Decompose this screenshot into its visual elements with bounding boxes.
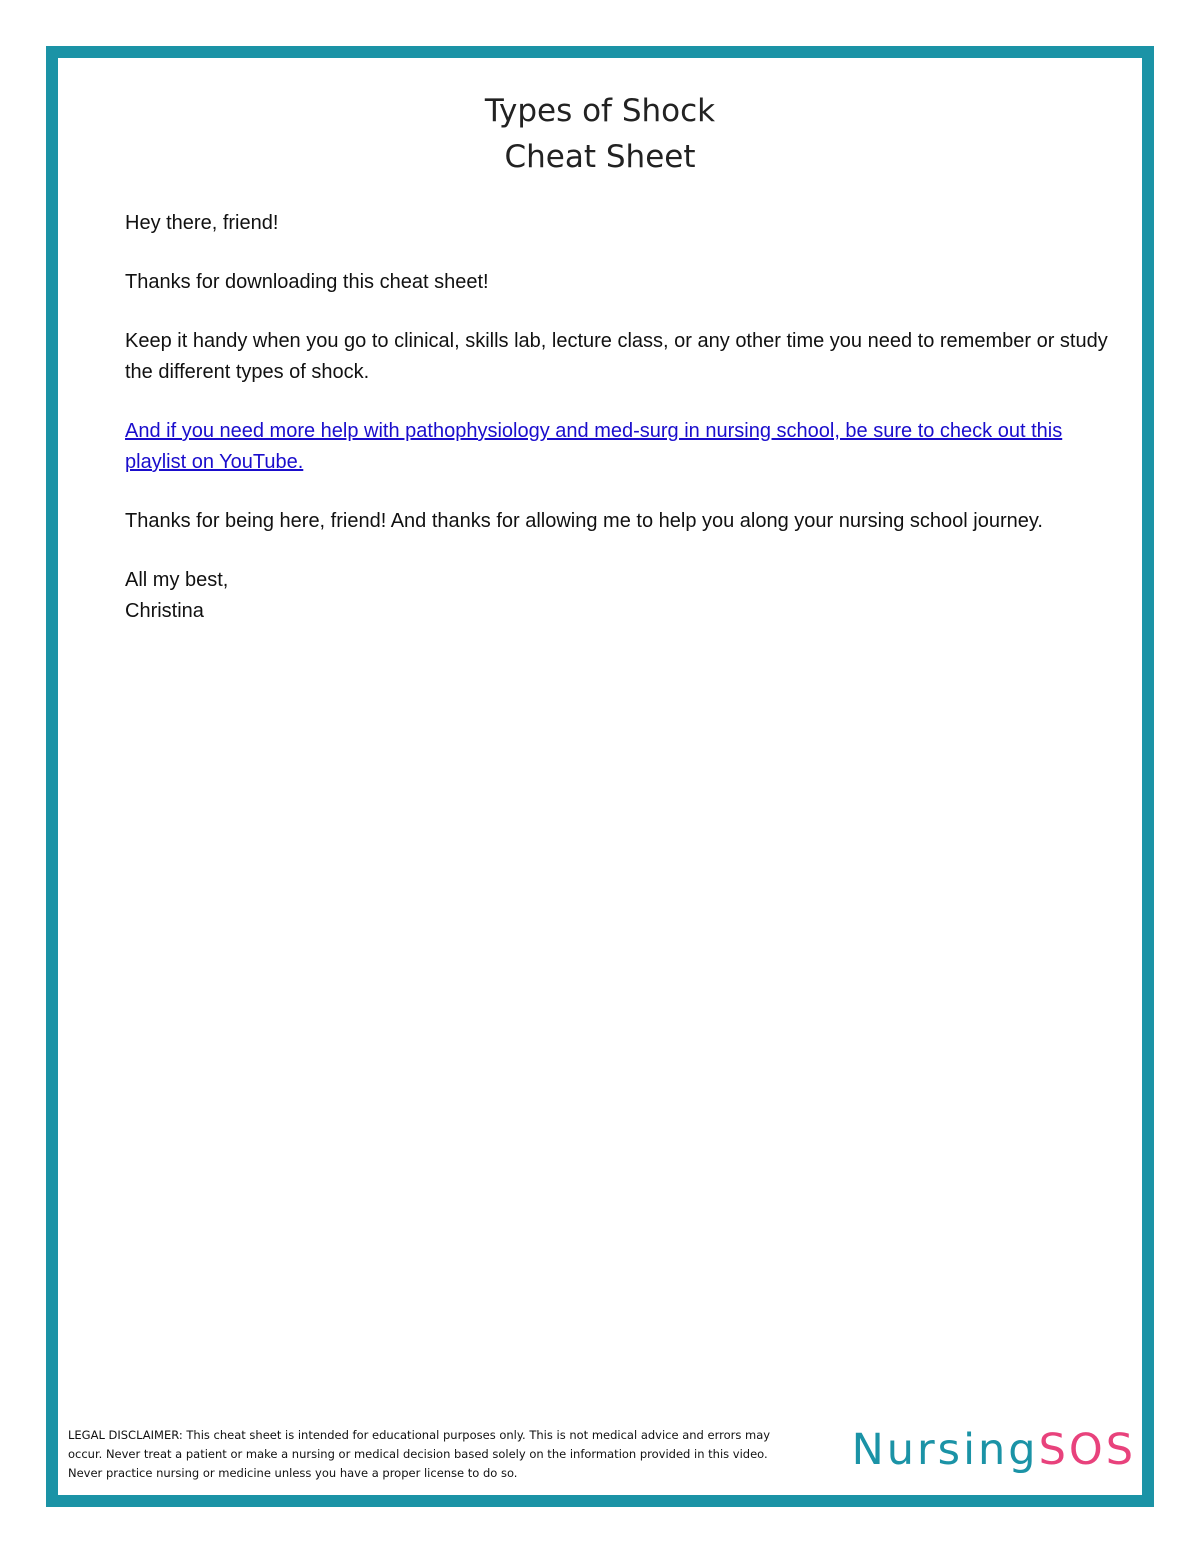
thanks-download-paragraph: Thanks for downloading this cheat sheet! [125, 271, 489, 293]
logo-text-sos: SOS [1038, 1425, 1136, 1475]
page-border-frame [46, 46, 1154, 1507]
signoff-block [125, 565, 1120, 627]
keep-handy-paragraph: Keep it handy when you go to clinical, skills lab, lecture class, or any other time you need to remember or study the different types of shock. [125, 330, 1108, 383]
letter-body [125, 208, 1120, 655]
signature-name: Christina [125, 600, 204, 622]
greeting-paragraph: Hey there, friend! [125, 212, 279, 234]
page-title-line-1: Types of Shock [484, 93, 716, 129]
signoff-line: All my best, [125, 569, 229, 591]
youtube-playlist-link[interactable]: And if you need more help with pathophysiology and med-surg in nursing school, be sure to check out this playlist on YouTube. [125, 420, 1063, 473]
nursingsos-logo [852, 1418, 1136, 1482]
page-title [58, 88, 1142, 180]
legal-disclaimer: LEGAL DISCLAIMER: This cheat sheet is intended for educational purposes only. This is not medical advice and errors may occur. Never treat a patient or make a nursing or medical decision based solely on the information provided in this video. Never practice nursing or medicine unless you have a proper license to do so. [68, 1428, 771, 1480]
page-title-line-2: Cheat Sheet [504, 139, 696, 175]
thanks-being-here-paragraph: Thanks for being here, friend! And thanks for allowing me to help you along your nursing school journey. [125, 510, 1043, 532]
youtube-link-paragraph [125, 416, 1120, 478]
logo-text-nursing: Nursing [851, 1425, 1039, 1475]
